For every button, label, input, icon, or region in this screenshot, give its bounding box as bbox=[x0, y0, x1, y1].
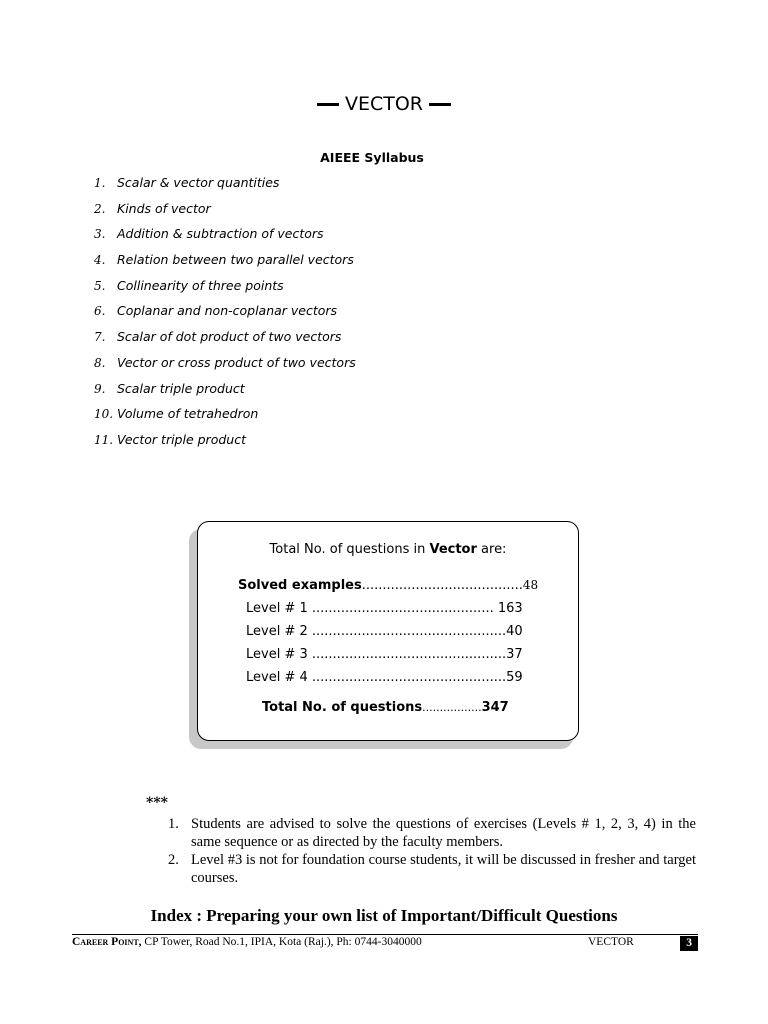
page-number: 3 bbox=[680, 936, 698, 951]
footer-subject: VECTOR bbox=[588, 936, 634, 948]
level-row: Level # 3 ...............................................37 bbox=[246, 647, 523, 662]
title-dash-right bbox=[429, 103, 451, 106]
summary-box bbox=[197, 521, 579, 741]
level-row: Level # 2 ...............................................40 bbox=[246, 624, 523, 639]
list-item: 3. Addition & subtraction of vectors bbox=[94, 226, 324, 242]
list-item: 4. Relation between two parallel vectors bbox=[94, 252, 354, 268]
list-item: 1. Scalar & vector quantities bbox=[94, 175, 280, 190]
list-item: 8. Vector or cross product of two vectors bbox=[94, 354, 356, 370]
total-questions-row: Total No. of questions.................347 bbox=[262, 700, 509, 715]
footer-address: Career Point, CP Tower, Road No.1, IPIA, Kota (Raj.), Ph: 0744-3040000 bbox=[72, 936, 422, 948]
notes-list bbox=[168, 815, 696, 887]
list-item: 2. Level #3 is not for foundation course students, it will be discussed in fresher and target courses. bbox=[168, 852, 696, 886]
list-item: 2. Kinds of vector bbox=[94, 200, 211, 216]
title-dash-left bbox=[317, 103, 339, 106]
summary-intro: Total No. of questions in Vector are: bbox=[269, 542, 507, 557]
page-footer bbox=[72, 934, 698, 953]
list-item: 9. Scalar triple product bbox=[94, 380, 245, 396]
list-item: 11. Vector triple product bbox=[94, 431, 246, 447]
footer-brand: Career Point, bbox=[72, 936, 142, 948]
index-heading: Index : Preparing your own list of Important/Difficult Questions bbox=[150, 906, 618, 925]
solved-examples-row: Solved examples.......................................48 bbox=[238, 578, 539, 593]
section-separator: *** bbox=[146, 795, 168, 811]
list-item: 7. Scalar of dot product of two vectors bbox=[94, 329, 342, 345]
syllabus-list bbox=[88, 175, 356, 458]
list-item: 5. Collinearity of three points bbox=[94, 277, 284, 293]
title-text: VECTOR bbox=[344, 93, 424, 115]
list-item: 6. Coplanar and non-coplanar vectors bbox=[94, 303, 338, 319]
level-row: Level # 4 ...............................................59 bbox=[246, 670, 523, 685]
syllabus-heading: AIEEE Syllabus bbox=[320, 150, 424, 165]
list-item: 1. Students are advised to solve the questions of exercises (Levels # 1, 2, 3, 4) in the same sequence or as directed by the faculty members. bbox=[168, 816, 696, 850]
level-row: Level # 1 ............................................ 163 bbox=[246, 601, 523, 616]
list-item: 10. Volume of tetrahedron bbox=[94, 406, 259, 422]
page-title bbox=[0, 93, 768, 115]
